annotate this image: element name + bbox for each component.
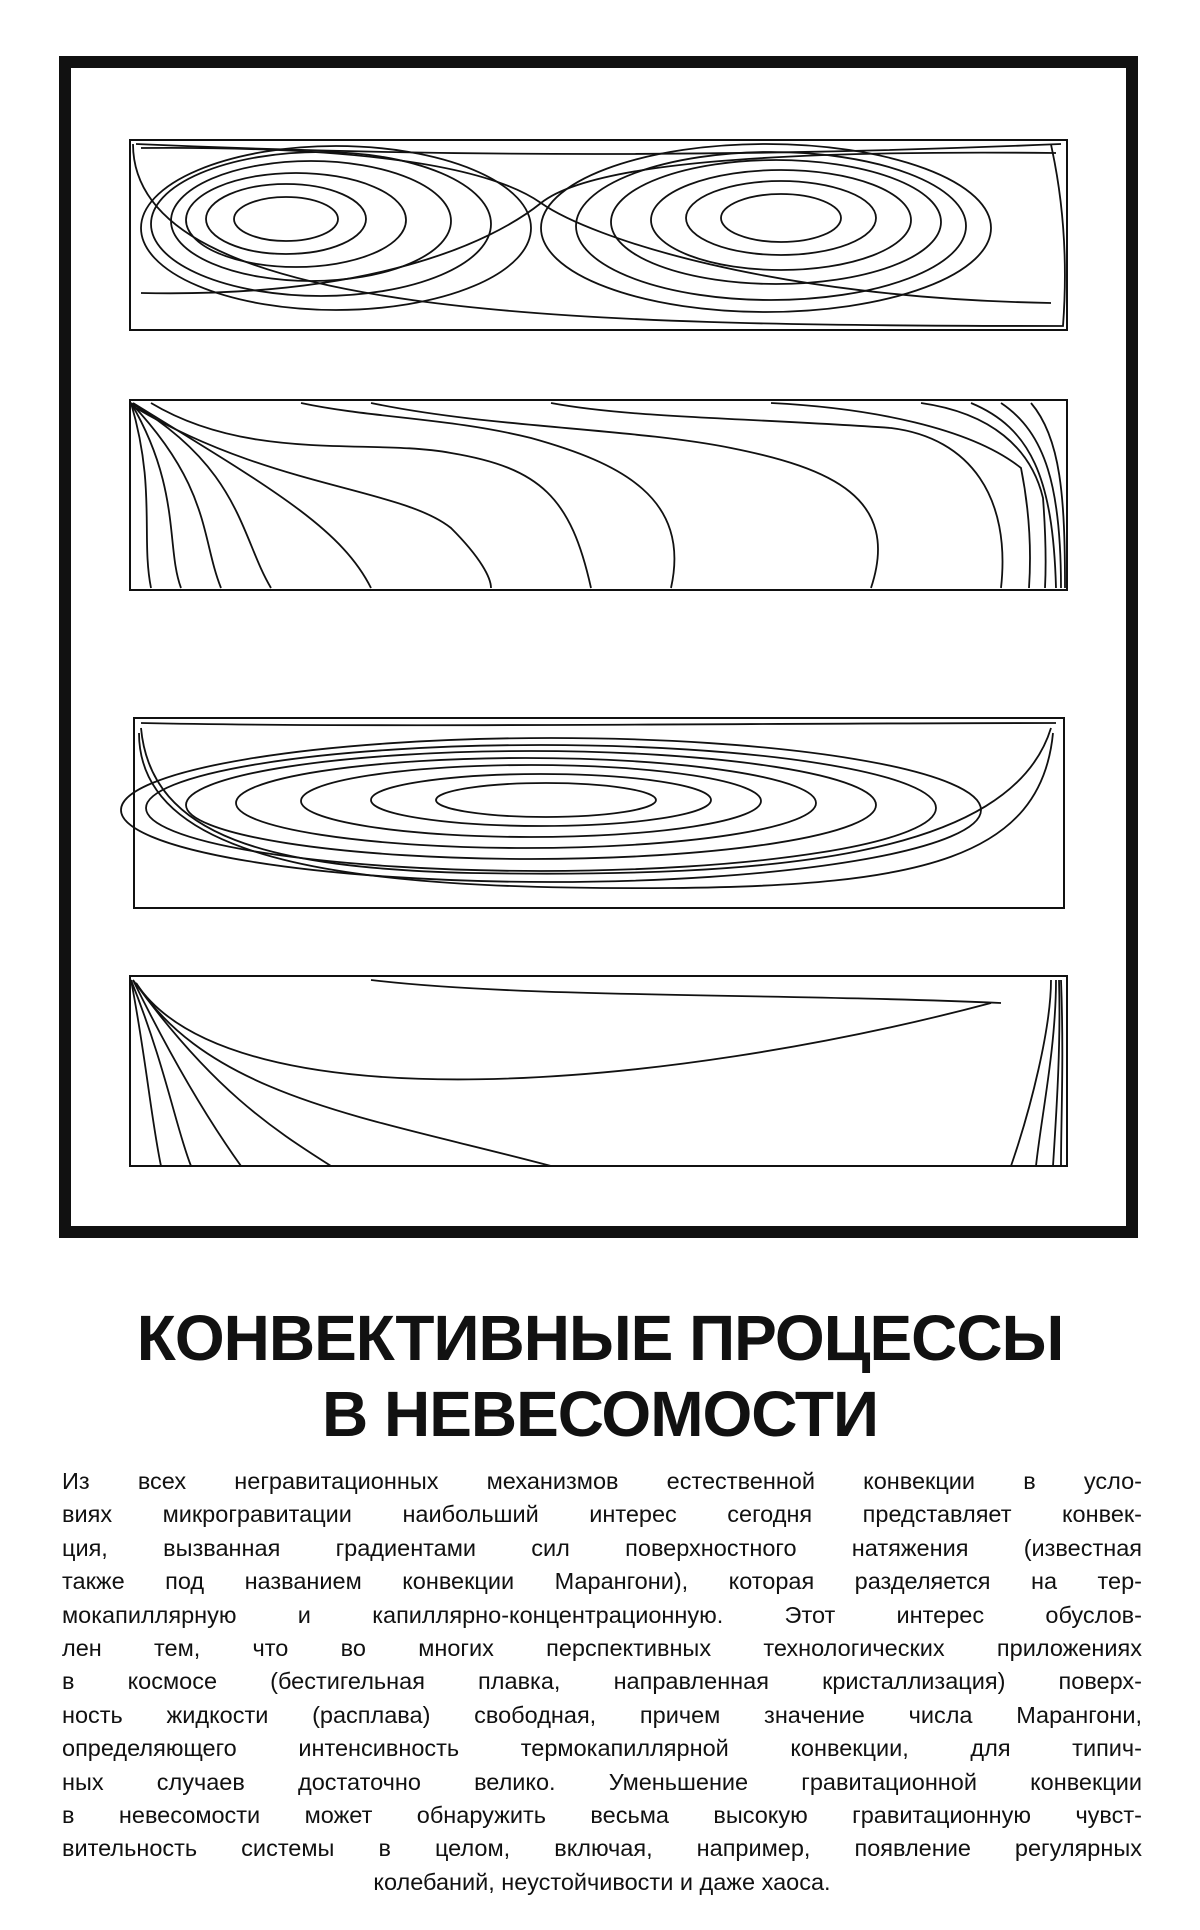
article-title: [0, 1300, 1200, 1452]
article-body: [62, 1465, 1142, 1899]
panel-3: [121, 718, 1064, 908]
body-line: мокапиллярную и капиллярно-концентрационную. Этот интерес обуслов-: [62, 1601, 1142, 1628]
body-line: Из всех негравитационных механизмов естественной конвекции в усло-: [62, 1468, 1142, 1494]
body-line: в невесомости может обнаружить весьма высокую гравитационную чувст-: [62, 1802, 1142, 1829]
title-line-1: КОНВЕКТИВНЫЕ ПРОЦЕССЫ: [136, 1302, 1064, 1374]
figure-frame: [59, 56, 1138, 1238]
panel-4: [130, 976, 1067, 1166]
body-line: определяющего интенсивность термокапиллярной конвекции, для типич-: [62, 1735, 1142, 1762]
body-line: ция, вызванная градиентами сил поверхностного натяжения (известная: [62, 1534, 1142, 1561]
panel-2: [130, 400, 1067, 590]
body-line: также под названием конвекции Марангони), которая разделяется на тер-: [62, 1568, 1142, 1595]
body-line: виях микрогравитации наибольший интерес сегодня представляет конвек-: [62, 1501, 1142, 1528]
body-line: в космосе (бестигельная плавка, направленная кристаллизация) поверх-: [62, 1668, 1142, 1695]
figure-svg: [71, 68, 1126, 1226]
body-line-last: колебаний, неустойчивости и даже хаоса.: [373, 1868, 831, 1895]
title-line-2: В НЕВЕСОМОСТИ: [321, 1378, 879, 1450]
body-line: вительность системы в целом, включая, например, появление регулярных: [62, 1835, 1142, 1862]
body-line: лен тем, что во многих перспективных технологических приложениях: [62, 1635, 1142, 1662]
panel-1: [130, 140, 1067, 330]
body-line: ность жидкости (расплава) свободная, причем значение числа Марангони,: [62, 1701, 1142, 1728]
body-line: ных случаев достаточно велико. Уменьшение гравитационной конвекции: [62, 1768, 1142, 1795]
